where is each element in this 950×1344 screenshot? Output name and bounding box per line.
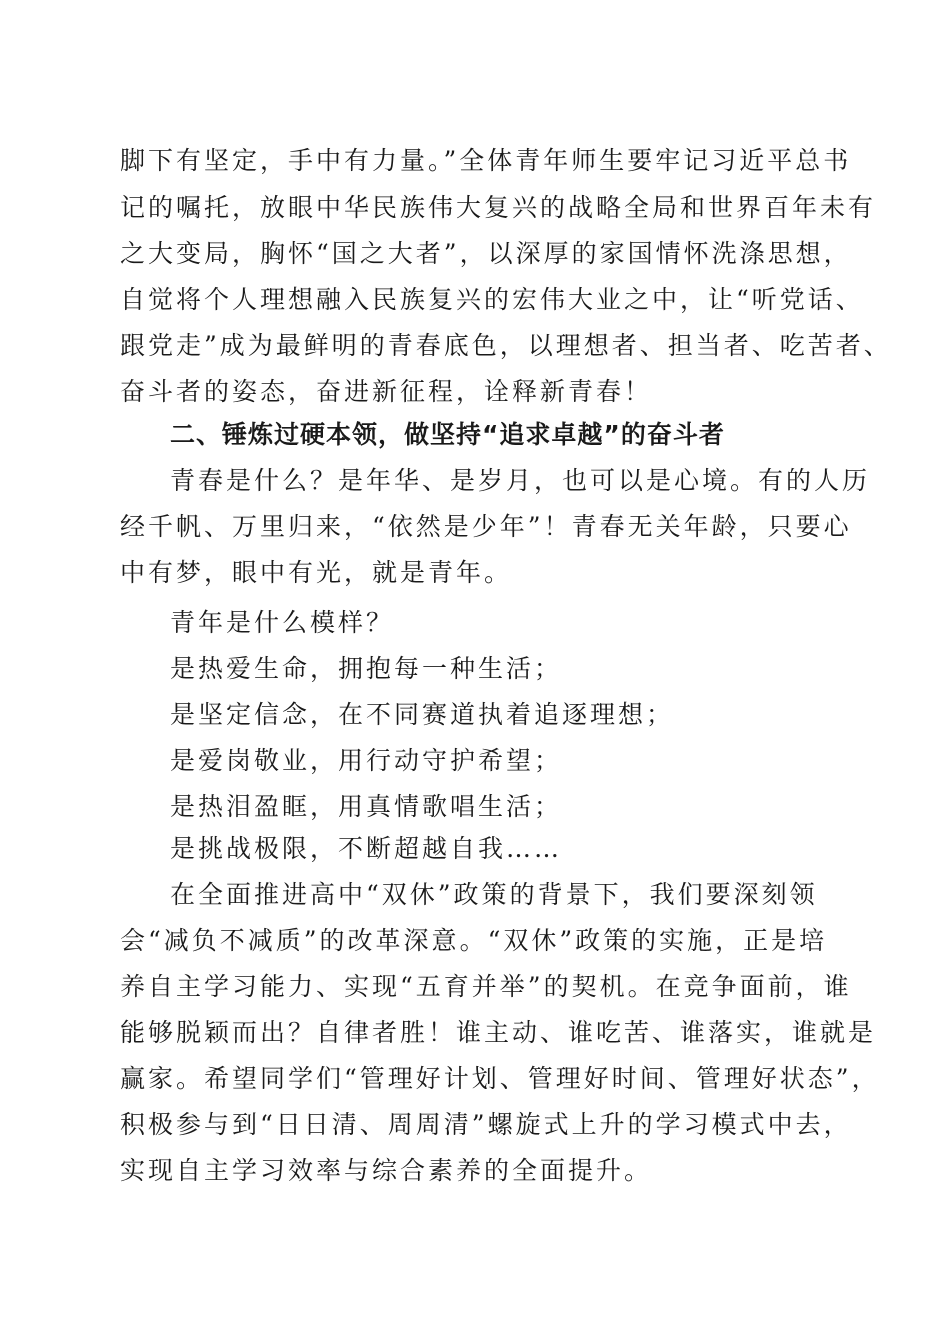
paragraph-2-line-1: 青春是什么？是年华、是岁月，也可以是心境。有的人历 xyxy=(170,466,871,495)
paragraph-3-line-4: 能够脱颖而出？自律者胜！谁主动、谁吃苦、谁落实，谁就是 xyxy=(120,1018,877,1047)
paragraph-1-line-4: 自觉将个人理想融入民族复兴的宏伟大业之中，让“听党话、 xyxy=(120,285,864,314)
paragraph-1-line-3: 之大变局，胸怀“国之大者”，以深厚的家国情怀洗涤思想， xyxy=(120,239,852,268)
paragraph-3-line-5: 赢家。希望同学们“管理好计划、管理好时间、管理好状态”， xyxy=(120,1064,880,1093)
paragraph-3-line-6: 积极参与到“日日清、周周清”螺旋式上升的学习模式中去， xyxy=(120,1110,852,1139)
youth-line-3: 是坚定信念，在不同赛道执着追逐理想； xyxy=(170,700,675,729)
paragraph-1-line-2: 记的嘱托，放眼中华民族伟大复兴的战略全局和世界百年未有 xyxy=(120,193,877,222)
youth-line-1: 青年是什么模样？ xyxy=(170,608,395,637)
paragraph-1-line-5: 跟党走”成为最鲜明的青春底色，以理想者、担当者、吃苦者、 xyxy=(120,331,892,360)
paragraph-1-line-1: 脚下有坚定，手中有力量。”全体青年师生要牢记习近平总书 xyxy=(120,146,852,175)
youth-line-2: 是热爱生命，拥抱每一种生活； xyxy=(170,654,563,683)
youth-line-4: 是爱岗敬业，用行动守护希望； xyxy=(170,746,563,775)
youth-line-6: 是挑战极限，不断超越自我…… xyxy=(170,834,563,863)
paragraph-1-line-6: 奋斗者的姿态，奋进新征程，诠释新青春！ xyxy=(120,377,653,406)
youth-line-5: 是热泪盈眶，用真情歌唱生活； xyxy=(170,792,563,821)
paragraph-2-line-2: 经千帆、万里归来，“依然是少年”！青春无关年龄，只要心 xyxy=(120,512,852,541)
paragraph-3-line-7: 实现自主学习效率与综合素养的全面提升。 xyxy=(120,1156,653,1185)
paragraph-2-line-3: 中有梦，眼中有光，就是青年。 xyxy=(120,558,513,587)
section-heading: 二、锤炼过硬本领，做坚持“追求卓越”的奋斗者 xyxy=(170,420,725,449)
paragraph-3-line-3: 养自主学习能力、实现“五育并举”的契机。在竞争面前，谁 xyxy=(120,972,852,1001)
paragraph-3-line-2: 会“减负不减质”的改革深意。“双休”政策的实施，正是培 xyxy=(120,926,828,955)
paragraph-3-line-1: 在全面推进高中“双休”政策的背景下，我们要深刻领 xyxy=(170,880,818,909)
